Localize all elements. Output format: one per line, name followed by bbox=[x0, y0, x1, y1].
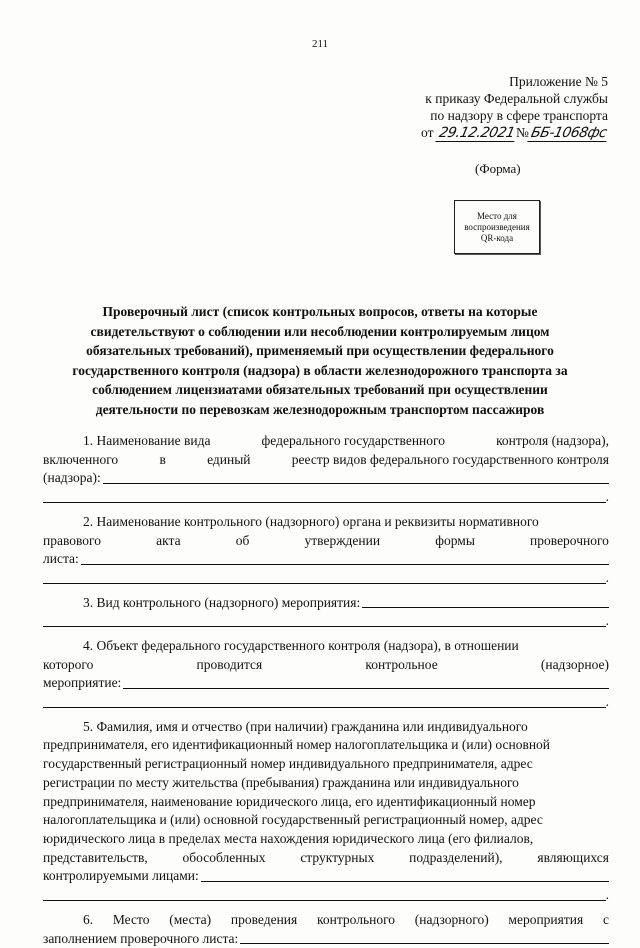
field-label: листа: bbox=[43, 550, 79, 569]
item-1-input-line[interactable] bbox=[103, 469, 609, 484]
appendix-order-ref: к приказу Федеральной службы bbox=[348, 90, 608, 107]
text: которого bbox=[43, 656, 93, 675]
period: . bbox=[606, 693, 609, 712]
item-5-line-6 bbox=[43, 811, 609, 830]
period: . bbox=[606, 488, 609, 507]
text: регистрации по месту жительства (пребывания) гражданина или индивидуального bbox=[43, 774, 519, 793]
text: проверочного bbox=[530, 532, 609, 551]
text: контрольного bbox=[317, 911, 395, 930]
document-title bbox=[60, 302, 580, 419]
item-5-line-7 bbox=[43, 830, 609, 849]
item-5-continuation bbox=[43, 886, 609, 905]
item-4-continuation bbox=[43, 693, 609, 712]
item-4-line-3 bbox=[43, 674, 609, 693]
text: предпринимателя, его идентификационный номер налогоплательщика и (или) основной bbox=[43, 736, 550, 755]
title-line: свидетельствуют о соблюдении или несоблюдении контролируемым лицом bbox=[60, 322, 580, 342]
item-2-input-line-2[interactable] bbox=[43, 583, 606, 584]
handwritten-number: ББ-1068фс bbox=[527, 126, 609, 142]
text: юридического лица в пределах места нахождения юридического лица (его филиалов, bbox=[43, 830, 533, 849]
item-2-line-3 bbox=[43, 550, 609, 569]
item-4-input-line-2[interactable] bbox=[43, 707, 606, 708]
text: 4. Объект федерального государственного контроля (надзора), в отношении bbox=[83, 637, 519, 656]
title-line: Проверочный лист (список контрольных вопросов, ответы на которые bbox=[60, 302, 580, 322]
item-1-continuation bbox=[43, 488, 609, 507]
qr-code-placeholder bbox=[454, 200, 540, 254]
appendix-date-number bbox=[348, 124, 608, 142]
text: 5. Фамилия, имя и отчество (при наличии) гражданина или индивидуального bbox=[83, 718, 528, 737]
item-2-line-1 bbox=[43, 513, 609, 532]
text: обособленных bbox=[183, 849, 266, 868]
appendix-agency: по надзору в сфере транспорта bbox=[348, 107, 608, 124]
text: реестр видов федерального государственного контроля bbox=[292, 451, 609, 470]
item-5-line-4 bbox=[43, 774, 609, 793]
item-6-input-line[interactable] bbox=[240, 930, 609, 945]
text: контроля (надзора), bbox=[496, 432, 609, 451]
form-body bbox=[43, 432, 609, 948]
qr-box-line: воспроизведения bbox=[464, 222, 530, 233]
item-1-line-1 bbox=[43, 432, 609, 451]
item-4-input-line[interactable] bbox=[123, 674, 609, 689]
period: . bbox=[606, 886, 609, 905]
item-5-line-5 bbox=[43, 793, 609, 812]
item-4-line-2 bbox=[43, 656, 609, 675]
text: государственный регистрационный номер индивидуального предпринимателя, адрес bbox=[43, 755, 533, 774]
text: (надзорное) bbox=[541, 656, 609, 675]
item-3-continuation bbox=[43, 612, 609, 631]
item-4-line-1 bbox=[43, 637, 609, 656]
period: . bbox=[606, 569, 609, 588]
handwritten-date: 29.12.2021 bbox=[435, 126, 518, 142]
qr-box-line: Место для bbox=[464, 211, 530, 222]
text: 2. Наименование контрольного (надзорного) органа и реквизиты нормативного bbox=[83, 513, 539, 532]
text: 1. Наименование вида bbox=[83, 432, 210, 451]
item-6-line-1 bbox=[43, 911, 609, 930]
item-2-continuation bbox=[43, 569, 609, 588]
item-5-line-3 bbox=[43, 755, 609, 774]
text: 6. bbox=[83, 911, 93, 930]
field-label: 3. Вид контрольного (надзорного) мероприятия: bbox=[83, 594, 360, 613]
text: правового bbox=[43, 532, 101, 551]
field-label: контролируемыми лицами: bbox=[43, 867, 199, 886]
appendix-title: Приложение № 5 bbox=[348, 73, 608, 90]
form-label: (Форма) bbox=[475, 161, 521, 177]
item-6-line-2 bbox=[43, 930, 609, 948]
title-line: деятельности по перевозкам железнодорожным транспортом пассажиров bbox=[60, 400, 580, 420]
text: акта bbox=[156, 532, 180, 551]
text: федерального государственного bbox=[262, 432, 445, 451]
text: подразделений), bbox=[409, 849, 502, 868]
item-1-input-line-2[interactable] bbox=[43, 502, 606, 503]
text: с bbox=[603, 911, 609, 930]
text: включенного bbox=[43, 451, 118, 470]
text: формы bbox=[435, 532, 475, 551]
title-line: соблюдением лицензиатами обязательных требований при осуществлении bbox=[60, 380, 580, 400]
field-label: мероприятие: bbox=[43, 674, 121, 693]
text: налогоплательщика и (или) основной государственный регистрационный номер, адрес bbox=[43, 811, 543, 830]
text: контрольное bbox=[365, 656, 437, 675]
text: предпринимателя, наименование юридического лица, его идентификационный номер bbox=[43, 793, 535, 812]
title-line: государственного контроля (надзора) в области железнодорожного транспорта за bbox=[60, 361, 580, 381]
text: об bbox=[236, 532, 250, 551]
item-5-line-8 bbox=[43, 849, 609, 868]
text: являющихся bbox=[537, 849, 609, 868]
item-2-line-2 bbox=[43, 532, 609, 551]
date-prefix: от bbox=[421, 125, 433, 140]
qr-box-line: QR-кода bbox=[464, 233, 530, 244]
period: . bbox=[606, 612, 609, 631]
appendix-header bbox=[348, 73, 608, 142]
item-5-line-9 bbox=[43, 867, 609, 886]
text: в bbox=[159, 451, 165, 470]
text: Место bbox=[113, 911, 150, 930]
item-5-line-1 bbox=[43, 718, 609, 737]
item-5-input-line[interactable] bbox=[201, 867, 609, 882]
item-3-line-1 bbox=[43, 594, 609, 613]
text: структурных bbox=[300, 849, 374, 868]
text: представительств, bbox=[43, 849, 148, 868]
text: утверждении bbox=[305, 532, 381, 551]
text: (места) bbox=[169, 911, 211, 930]
field-label: (надзора): bbox=[43, 469, 101, 488]
item-3-input-line-2[interactable] bbox=[43, 626, 606, 627]
field-label: заполнением проверочного листа: bbox=[43, 930, 238, 948]
item-1-line-3 bbox=[43, 469, 609, 488]
item-5-line-2 bbox=[43, 736, 609, 755]
item-5-input-line-2[interactable] bbox=[43, 900, 606, 901]
page-number: 211 bbox=[0, 38, 640, 50]
text: (надзорного) bbox=[415, 911, 489, 930]
text: единый bbox=[207, 451, 250, 470]
item-2-input-line[interactable] bbox=[81, 550, 609, 565]
number-prefix: № bbox=[516, 125, 529, 140]
text: мероприятия bbox=[508, 911, 583, 930]
title-line: обязательных требований), применяемый при осуществлении федерального bbox=[60, 341, 580, 361]
item-3-input-line[interactable] bbox=[362, 594, 609, 609]
item-1-line-2 bbox=[43, 451, 609, 470]
text: проводится bbox=[197, 656, 263, 675]
text: проведения bbox=[231, 911, 297, 930]
